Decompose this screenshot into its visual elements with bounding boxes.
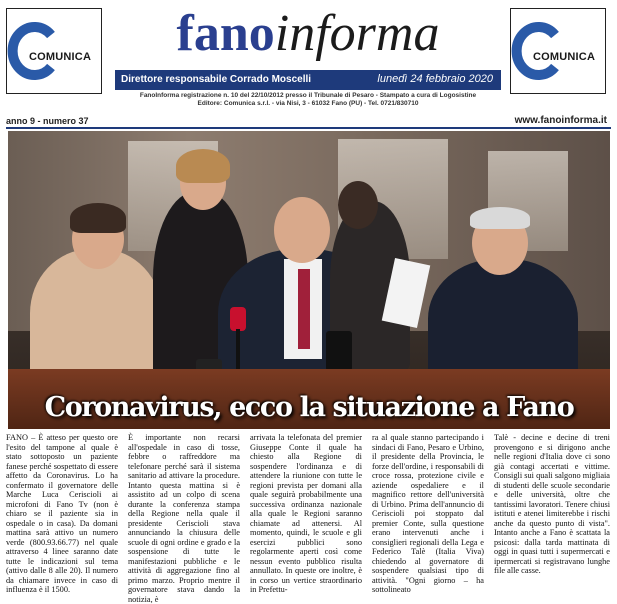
press-conference-photo bbox=[8, 131, 610, 427]
masthead-info-bar bbox=[115, 70, 501, 90]
microphone-icon bbox=[326, 331, 352, 371]
website-link[interactable]: www.fanoinforma.it bbox=[514, 115, 607, 126]
editor-line: Editore: Comunica s.r.l. - via Nisi, 3 - 61032 Fano (PU) - Tel. 0721/830710 bbox=[197, 100, 419, 107]
registration-line: FanoInforma registrazione n. 10 del 22/10/2012 presso il Tribunale di Pesaro - Stampato a cura di Logosistine bbox=[139, 92, 477, 99]
article-body bbox=[6, 431, 612, 604]
article-headline: Coronavirus, ecco la situazione a Fano bbox=[44, 392, 574, 423]
advertisement-left[interactable] bbox=[6, 8, 102, 94]
woman-left bbox=[30, 249, 162, 389]
registration-info bbox=[115, 92, 501, 108]
man-right-hair bbox=[470, 207, 530, 229]
masthead-title-informa: informa bbox=[274, 5, 440, 62]
advertisement-right[interactable] bbox=[510, 8, 606, 94]
header-divider bbox=[6, 127, 611, 129]
ad-brand-name: COMUNICA bbox=[29, 51, 92, 63]
article-column-2: È importante non recarsi all'ospedale in caso di tosse, febbre o raffreddore ma telefonare perché sarà il sistema sanitario ad attivare la procedure. Intanto questa mattina si è assistito ad un colpo di scena durante la conferenza stampa della Regione nella quale il presidente Ceriscioli stava annunciando la chiusura delle scuole di ogni ordine e grado e la sospensione di tutte le manifestazioni pubbliche e le attività di aggregazione fino al primo marzo. Proprio mentre il governatore stava dando la notizia, è bbox=[128, 433, 240, 604]
masthead-title-fano: fano bbox=[176, 5, 275, 62]
woman-behind-head bbox=[338, 181, 378, 229]
microphone-stand bbox=[236, 329, 240, 374]
man-center-head bbox=[274, 197, 330, 263]
article-column-1: FANO – È atteso per questo ore l'esito del tampone al quale è stato sottoposto un paziente fanese perché sospettato di essere affetto da Coronavirus. Lo ha confermato il governatore delle Marche Luca Ceriscioli ai microfoni di Fano Tv (non è chiaro se il paziente sia in ospedale o in casa). Da domani mattina sarà attivo un numero verde (800.93.66.77) nel quale attraverso 4 linee saranno date tutte le indicazioni sul tema (attivo dalle 8 alle 20). Il numero da chiamare invece in caso di influenza è il 1500. bbox=[6, 433, 118, 594]
newspaper-masthead bbox=[110, 4, 506, 70]
article-column-5: Talè - decine e decine di treni provengono e si dirigono anche nelle regioni d'Italia dove ci sono già contagi accertati e vittime. Consigli sui quali salgono migliaia di studenti delle scuole secondarie e delle università, oltre che tantissimi lavoratori. Tenere chiusi istituti e atenei limiterebbe i rischi anche da questo punto di vista". Intanto anche a Fano è scattata la psicosi: dalla tarda mattinata di oggi in quasi tutti i supermercati e ipermercati si registravano lunghe file alle casse. bbox=[494, 433, 610, 575]
article-column-3: arrivata la telefonata del premier Giuseppe Conte il quale ha chiesto alla Regione di sospendere l'ordinanza e di attendere la riunione con tutte le regioni prevista per domani alla quale seguirà probabilmente una successiva ordinanza nazionale alla quale le Regioni saranno chiamate ad attenersi. Al momento, quindi, le scuole e gli esercizi pubblici sono regolarmente aperti così come nessun evento pubblico risulta annullato. In queste ore inoltre, è in corso un vertice straordinario in Prefettu- bbox=[250, 433, 362, 594]
ad-brand-name: COMUNICA bbox=[533, 51, 596, 63]
issue-date: lunedì 24 febbraio 2020 bbox=[377, 73, 493, 85]
microphone-icon bbox=[230, 307, 246, 331]
issue-number: anno 9 - numero 37 bbox=[6, 116, 89, 126]
article-column-4: ra al quale stanno partecipando i sindaci di Fano, Pesaro e Urbino, il presidente della Provincia, le forze dell'ordine, i responsabili di croce rossa, protezione civile e aziende ospedaliere e il magnifico rettore dell'università di Urbino. Prima dell'annuncio di Ceriscioli poi stoppato dal premier Conte, sulla questione erano intervenuti anche i consiglieri regionali della Lega e Federico Talè (Italia Viva) chiedendo al governatore di sospendere qualsiasi tipo di attività. "Ogni giorno – ha sottolineato bbox=[372, 433, 484, 594]
standing-woman-hair bbox=[176, 149, 230, 183]
director-credit: Direttore responsabile Corrado Moscelli bbox=[121, 74, 312, 85]
woman-left-hair bbox=[70, 203, 126, 233]
man-center-tie bbox=[298, 269, 310, 349]
